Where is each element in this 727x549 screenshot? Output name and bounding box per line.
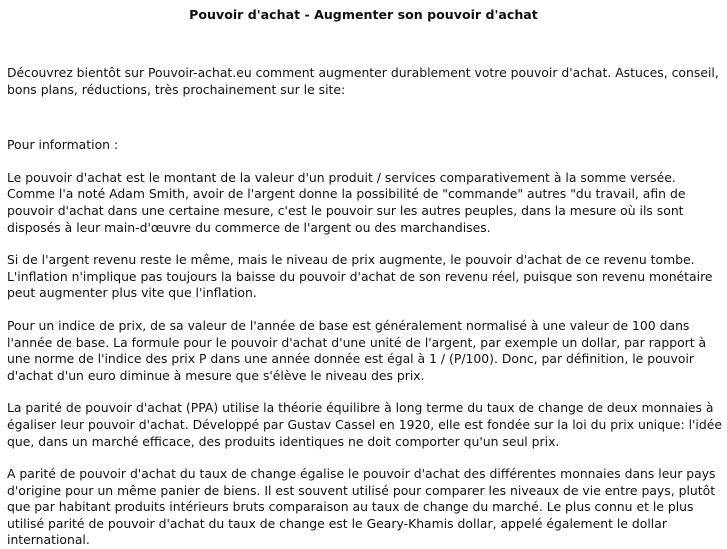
intro-paragraph: Découvrez bientôt sur Pouvoir-achat.eu comment augmenter durablement votre pouvoir d'achat. Astuces, conseil, bons plans, réductions, très prochainement sur le site: <box>7 65 719 97</box>
spacer <box>7 98 723 137</box>
paragraph-5: A parité de pouvoir d'achat du taux de change égalise le pouvoir d'achat des différentes monnaies dans leur pays d'origine pour un même panier de biens. Il est souvent utilisé pour comparer les niveaux de vie entre pays, plutôt que par habitant produits intérieurs bruts comparaison au taux de change du marché. Le plus connu et le plus utilisé parité de pouvoir d'achat du taux de change est le Geary-Khamis dollar, appelé également le dollar international. <box>7 466 716 548</box>
main-content <box>7 65 723 549</box>
paragraph-4: La parité de pouvoir d'achat (PPA) utilise la théorie équilibre à long terme du taux de change de deux monnaies à égaliser leur pouvoir d'achat. Développé par Gustav Cassel en 1920, elle est fondée sur la loi du prix unique: l'idée que, dans un marché efficace, des produits identiques ne doit comporter qu'un seul prix. <box>7 400 722 449</box>
spacer <box>7 384 723 400</box>
spacer <box>7 154 723 170</box>
spacer <box>7 450 723 466</box>
spacer <box>7 302 723 318</box>
spacer <box>7 236 723 252</box>
info-heading: Pour information : <box>7 137 119 153</box>
paragraph-2: Si de l'argent revenu reste le même, mais le niveau de prix augmente, le pouvoir d'achat de ce revenu tombe. L'inflation n'implique pas toujours la baisse du pouvoir d'achat de son revenu réel, puisque son revenu monétaire peut augmenter plus vite que l'inflation. <box>7 252 713 301</box>
page-title: Pouvoir d'achat - Augmenter son pouvoir d'achat <box>189 7 538 22</box>
paragraph-3: Pour un indice de prix, de sa valeur de l'année de base est généralement normalisé à une valeur de 100 dans l'année de base. La formule pour le pouvoir d'achat d'une unité de l'argent, par exemple un dollar, par rapport à une norme de l'indice des prix P dans une année donnée est égal à 1 / (P/100). Donc, par définition, le pouvoir d'achat d'un euro diminue à mesure que s'élève le niveau des prix. <box>7 317 707 383</box>
paragraph-1: Le pouvoir d'achat est le montant de la valeur d'un produit / services comparativement à la somme versée. Comme l'a noté Adam Smith, avoir de l'argent donne la possibilité de "commande" autres "du travail, afin de pouvoir d'achat dans une certaine mesure, c'est le pouvoir sur les autres peuples, dans la mesure où ils sont disposés à leur main-d'œuvre du commerce de l'argent ou des marchandises. <box>7 169 686 235</box>
